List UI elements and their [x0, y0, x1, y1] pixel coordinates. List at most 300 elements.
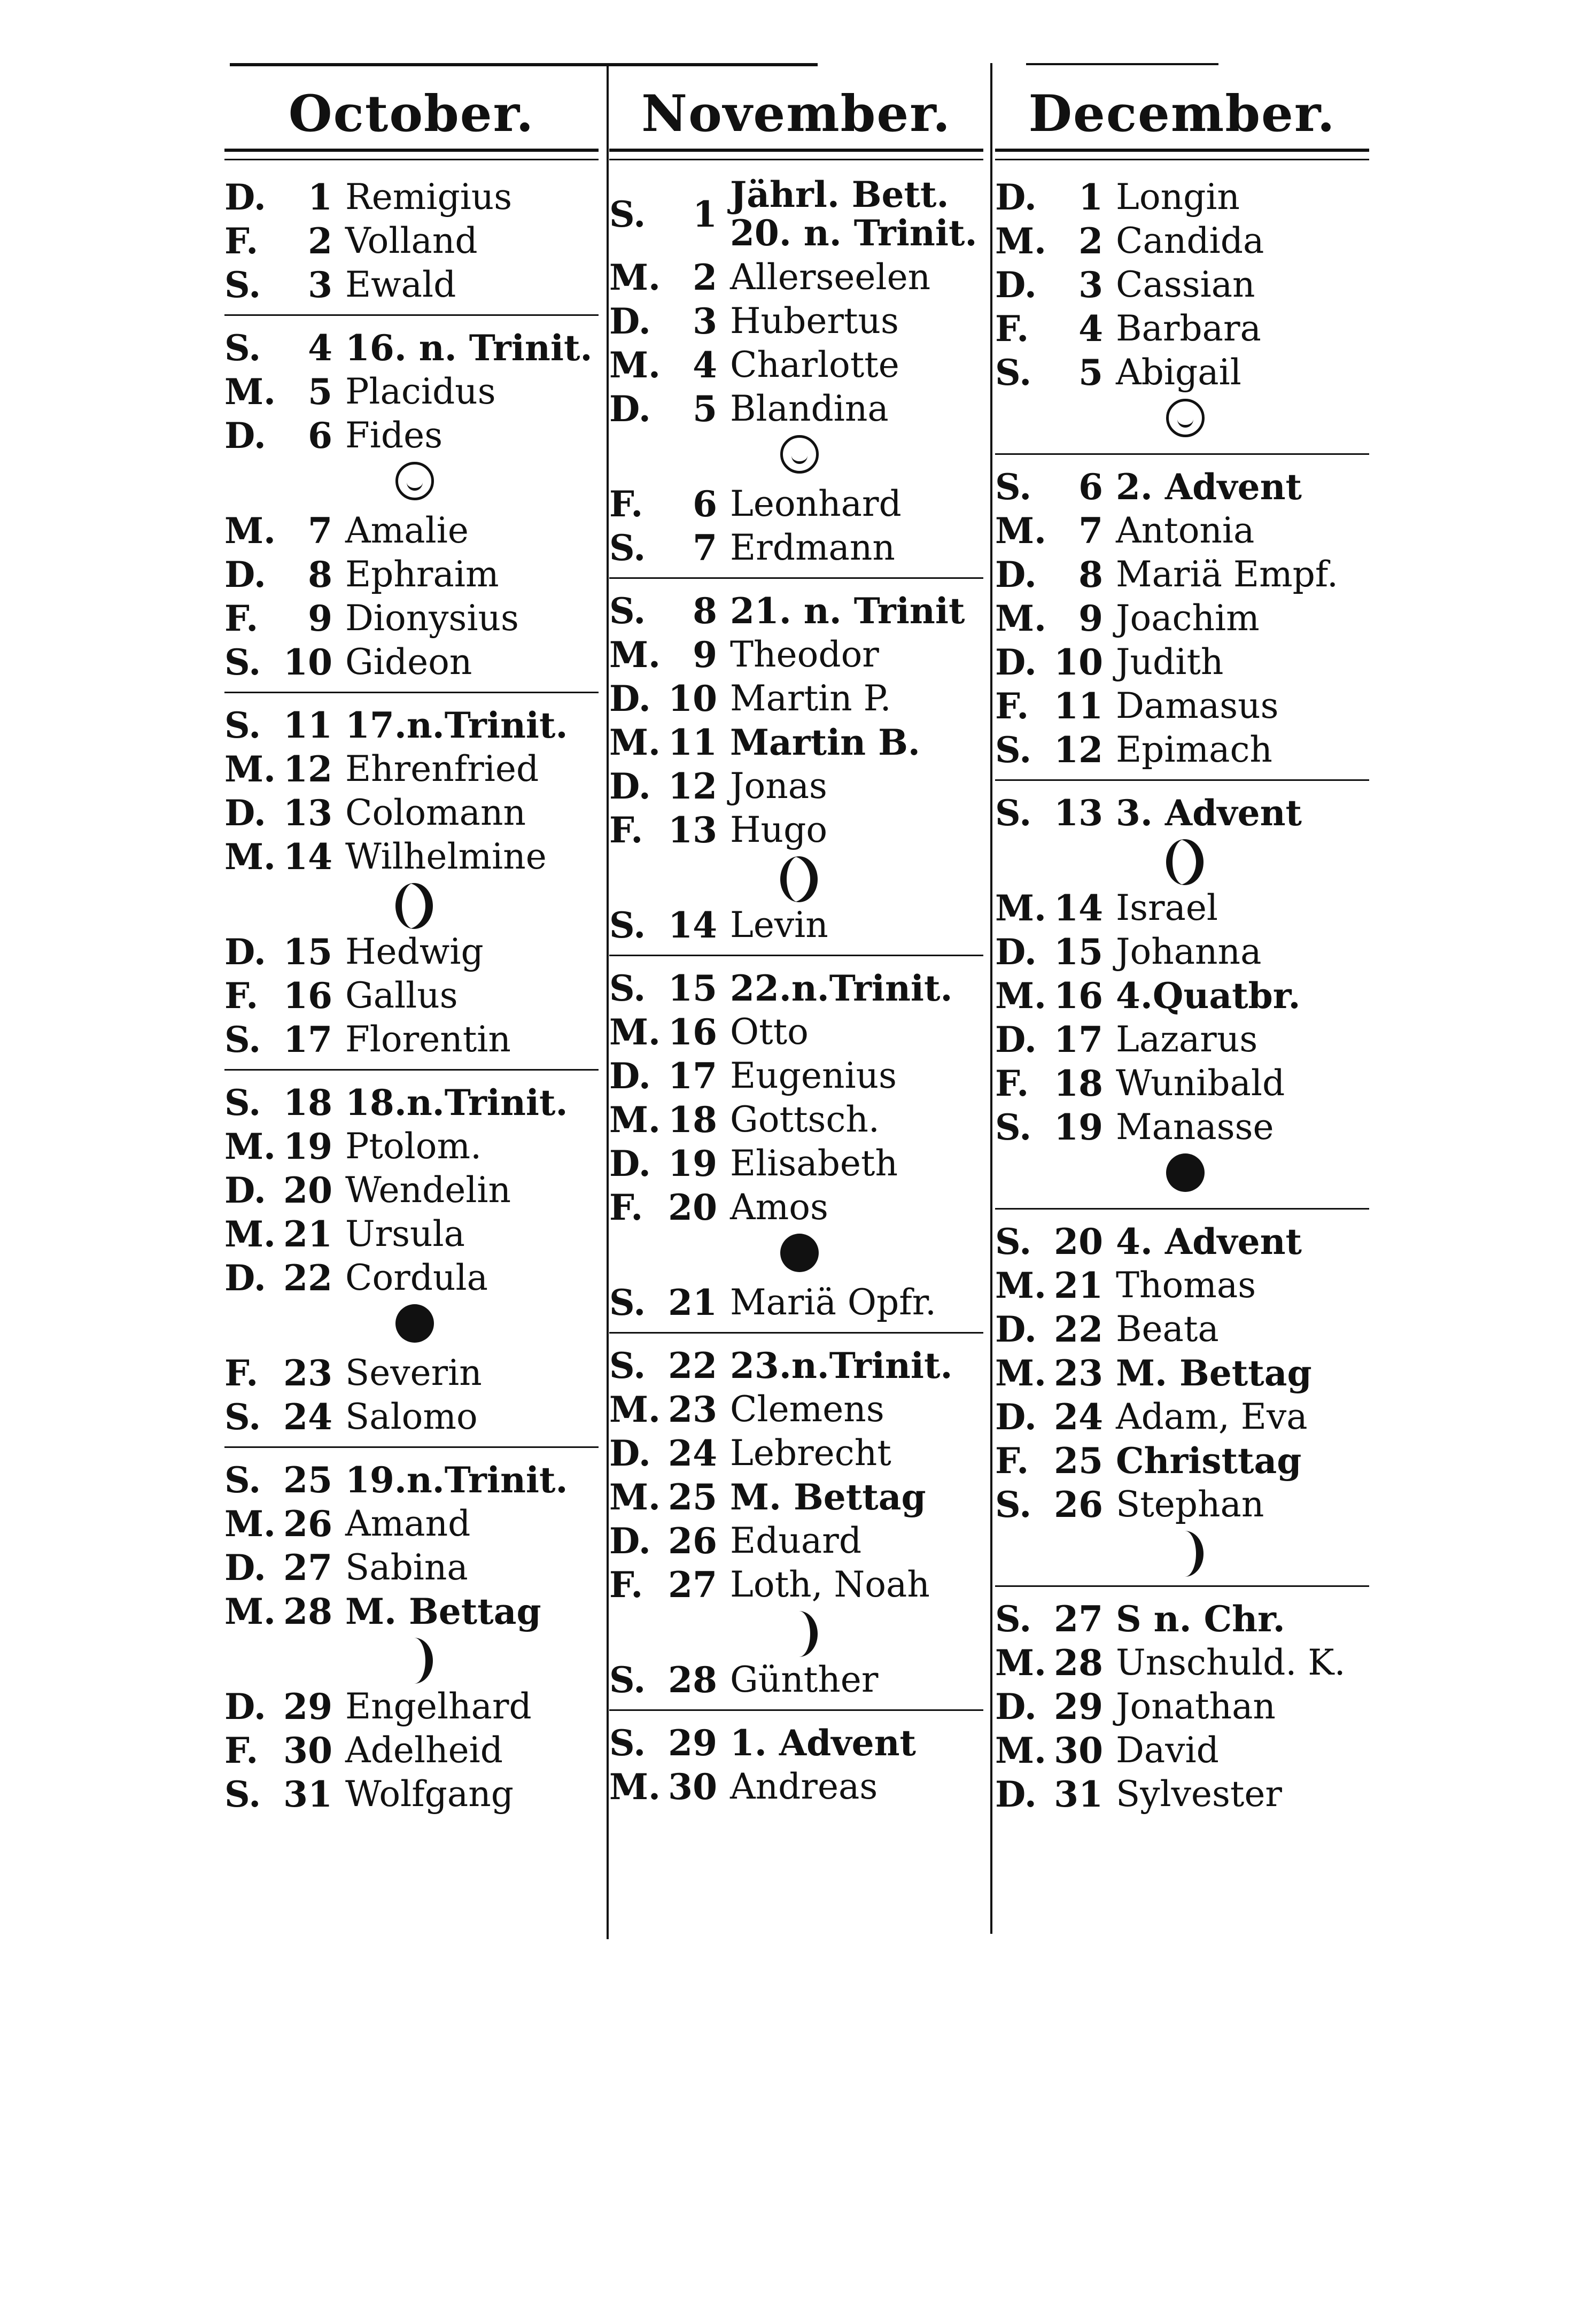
weekday-abbrev: M. [224, 510, 276, 552]
calendar-day-row [224, 414, 599, 458]
day-number: 2 [693, 257, 717, 298]
saint-name: 18.n.Trinit. [345, 1082, 568, 1124]
calendar-day-row [224, 1590, 599, 1633]
weekday-abbrev: M. [224, 836, 276, 878]
saint-name: Sylvester [1116, 1773, 1282, 1815]
calendar-day-row [609, 1098, 983, 1142]
calendar-day-row [224, 1256, 599, 1300]
day-number: 6 [1078, 466, 1103, 508]
saint-name: Wunibald [1116, 1063, 1285, 1104]
top-rule-right [1026, 63, 1218, 65]
weekday-abbrev: S. [609, 193, 646, 235]
saint-name: Gideon [345, 641, 472, 683]
weekday-abbrev: M. [224, 1503, 276, 1545]
saint-name: Abigail [1116, 352, 1241, 393]
weekday-abbrev: S. [224, 1082, 261, 1124]
weekday-abbrev: M. [995, 510, 1047, 552]
calendar-day-row [995, 263, 1369, 307]
weekday-abbrev: M. [995, 598, 1047, 639]
day-number: 8 [1078, 554, 1103, 595]
day-number: 14 [668, 904, 717, 946]
calendar-day-row [995, 597, 1369, 640]
day-number: 16 [283, 975, 332, 1017]
day-number: 20 [283, 1169, 332, 1211]
saint-name: Christtag [1116, 1440, 1302, 1482]
weekday-abbrev: S. [224, 704, 261, 746]
calendar-day-row [609, 903, 983, 947]
saint-name: Hugo [730, 809, 828, 850]
weekday-abbrev: D. [995, 1308, 1037, 1350]
calendar-day-row [609, 966, 983, 1010]
day-number: 20 [1054, 1221, 1103, 1262]
calendar-day-row [995, 1220, 1369, 1264]
full-moon-icon [1166, 399, 1205, 437]
calendar-day-row [224, 640, 599, 684]
calendar-day-row [224, 974, 599, 1018]
day-number: 26 [668, 1520, 717, 1562]
column-divider-1 [607, 63, 609, 1939]
saint-name: Judith [1116, 641, 1224, 683]
calendar-day-row [609, 1563, 983, 1607]
weekday-abbrev: S. [224, 264, 261, 306]
weekday-abbrev: D. [609, 1432, 651, 1474]
calendar-day-row [995, 1439, 1369, 1483]
weekday-abbrev: M. [224, 748, 276, 790]
day-number: 22 [1054, 1308, 1103, 1350]
saint-name: 4. Advent [1116, 1221, 1302, 1262]
weekday-abbrev: M. [224, 371, 276, 413]
day-number: 18 [1054, 1063, 1103, 1104]
day-number: 28 [1054, 1642, 1103, 1684]
calendar-day-row [609, 1765, 983, 1809]
feast-line-2: 20. n. Trinit. [730, 212, 977, 254]
weekday-abbrev: D. [224, 1686, 266, 1727]
calendar-day-row [995, 465, 1369, 509]
day-number: 11 [283, 704, 332, 746]
saint-name: M. Bettag [345, 1591, 541, 1632]
saint-name: Manasse [1116, 1106, 1274, 1148]
day-number: 9 [308, 598, 332, 639]
new-moon-icon [1166, 1153, 1205, 1192]
saint-name: Candida [1116, 220, 1264, 261]
calendar-day-row [609, 1519, 983, 1563]
day-number: 2 [308, 220, 332, 262]
day-number: 8 [308, 554, 332, 595]
calendar-day-row [609, 721, 983, 764]
day-number: 4 [693, 344, 717, 386]
weekday-abbrev: S. [995, 352, 1032, 393]
weekday-abbrev: D. [224, 1547, 266, 1589]
month-title-december: December. [1028, 84, 1336, 143]
calendar-day-row [609, 1142, 983, 1186]
weekday-abbrev: S. [995, 1484, 1032, 1525]
day-number: 13 [668, 809, 717, 851]
weekday-abbrev: S. [609, 1722, 646, 1764]
saint-name: Thomas [1116, 1265, 1256, 1306]
weekday-abbrev: S. [609, 967, 646, 1009]
calendar-day-row [995, 791, 1369, 835]
calendar-day-row [224, 1125, 599, 1168]
day-number: 30 [283, 1730, 332, 1771]
day-number: 10 [668, 678, 717, 719]
day-number: 30 [1054, 1730, 1103, 1771]
saint-name: Israel [1116, 887, 1218, 928]
day-number: 1 [308, 176, 332, 218]
saint-name: Florentin [345, 1019, 511, 1060]
saint-name: Allerseelen [730, 257, 931, 298]
saint-name: Clemens [730, 1389, 884, 1430]
weekday-abbrev: D. [995, 1019, 1037, 1060]
weekday-abbrev: F. [224, 975, 259, 1017]
weekday-abbrev: F. [609, 1187, 643, 1228]
section-rule [224, 1069, 599, 1071]
day-number: 18 [668, 1099, 717, 1141]
weekday-abbrev: S. [995, 792, 1032, 834]
weekday-abbrev: F. [995, 1440, 1029, 1482]
day-number: 24 [1054, 1396, 1103, 1438]
top-rule-left [230, 63, 818, 66]
section-rule [995, 779, 1369, 781]
weekday-abbrev: S. [224, 1019, 261, 1060]
calendar-day-row [995, 1641, 1369, 1685]
day-number: 14 [283, 836, 332, 878]
saint-name: Theodor [730, 634, 879, 675]
calendar-day-row [609, 764, 983, 808]
saint-name: 17.n.Trinit. [345, 704, 568, 746]
calendar-day-row [995, 1729, 1369, 1772]
saint-name: Martin B. [730, 722, 920, 763]
weekday-abbrev: F. [224, 598, 259, 639]
calendar-day-row [995, 1597, 1369, 1641]
weekday-abbrev: D. [224, 1257, 266, 1299]
saint-name: Damasus [1116, 685, 1279, 726]
day-number: 25 [283, 1459, 332, 1501]
weekday-abbrev: F. [224, 1352, 259, 1394]
calendar-day-row [995, 553, 1369, 597]
month-title-november: November. [641, 84, 951, 143]
section-rule [224, 1446, 599, 1448]
saint-name: Epimach [1116, 729, 1272, 770]
day-number: 8 [693, 590, 717, 632]
saint-name: Wilhelmine [345, 836, 547, 877]
day-number: 13 [1054, 792, 1103, 834]
saint-name: Mariä Empf. [1116, 554, 1338, 595]
weekday-abbrev: D. [995, 931, 1037, 973]
day-number: 28 [283, 1591, 332, 1632]
full-moon-icon [395, 462, 434, 500]
saint-name: S n. Chr. [1116, 1598, 1285, 1640]
weekday-abbrev: D. [609, 388, 651, 430]
weekday-abbrev: D. [609, 765, 651, 807]
calendar-day-row [995, 1307, 1369, 1351]
day-number: 29 [283, 1686, 332, 1727]
weekday-abbrev: M. [995, 1352, 1047, 1394]
header-rule-october [224, 149, 599, 160]
weekday-abbrev: D. [224, 931, 266, 973]
day-number: 24 [668, 1432, 717, 1474]
month-title-october: October. [288, 84, 535, 143]
weekday-abbrev: D. [224, 176, 266, 218]
calendar-day-row [224, 509, 599, 553]
day-number: 5 [693, 388, 717, 430]
saint-name: Severin [345, 1352, 482, 1393]
weekday-abbrev: D. [224, 415, 266, 456]
day-number: 4 [308, 327, 332, 369]
saint-name: Volland [345, 220, 478, 261]
calendar-day-row [995, 930, 1369, 974]
calendar-day-row [224, 703, 599, 747]
weekday-abbrev: S. [224, 1459, 261, 1501]
day-number: 18 [283, 1082, 332, 1124]
day-number: 6 [308, 415, 332, 456]
day-number: 21 [283, 1213, 332, 1255]
day-number: 10 [283, 641, 332, 683]
weekday-abbrev: D. [995, 1773, 1037, 1815]
saint-name: Beata [1116, 1308, 1219, 1350]
calendar-day-row [224, 1772, 599, 1816]
day-number: 19 [1054, 1106, 1103, 1148]
calendar-day-row [224, 930, 599, 974]
saint-name: Barbara [1116, 308, 1261, 349]
weekday-abbrev: S. [609, 527, 646, 569]
calendar-day-row [995, 1483, 1369, 1527]
weekday-abbrev: S. [995, 1221, 1032, 1262]
weekday-abbrev: F. [609, 809, 643, 851]
calendar-day-row [609, 1431, 983, 1475]
last-quarter-moon-icon [1166, 839, 1203, 885]
day-number: 2 [1078, 220, 1103, 262]
day-number: 7 [1078, 510, 1103, 552]
new-moon-icon [780, 1234, 819, 1272]
weekday-abbrev: D. [609, 1055, 651, 1097]
calendar-day-row [609, 255, 983, 299]
saint-name: Gottsch. [730, 1099, 880, 1140]
saint-name: Hubertus [730, 300, 899, 342]
day-number: 31 [1054, 1773, 1103, 1815]
calendar-day-row [224, 1546, 599, 1590]
saint-name: 3. Advent [1116, 792, 1302, 834]
calendar-day-row [224, 370, 599, 414]
calendar-day-row [224, 791, 599, 835]
saint-name: Ewald [345, 264, 456, 305]
header-rule-november [609, 149, 983, 160]
day-number: 21 [668, 1282, 717, 1323]
saint-name: Placidus [345, 371, 496, 412]
day-number: 26 [1054, 1484, 1103, 1525]
day-number: 9 [1078, 598, 1103, 639]
weekday-abbrev: D. [609, 678, 651, 719]
day-number: 11 [1054, 685, 1103, 727]
day-number: 29 [1054, 1686, 1103, 1727]
saint-name: Antonia [1116, 510, 1255, 551]
calendar-day-row [609, 1186, 983, 1229]
saint-name: Otto [730, 1011, 809, 1052]
feast-line-1: Jährl. Bett. [730, 174, 949, 215]
section-rule [224, 692, 599, 693]
saint-name: 2. Advent [1116, 466, 1302, 508]
calendar-day-row [224, 263, 599, 307]
day-number: 17 [1054, 1019, 1103, 1060]
calendar-day-row [995, 1062, 1369, 1105]
saint-name: Salomo [345, 1396, 478, 1437]
day-number: 14 [1054, 887, 1103, 929]
saint-name: Cassian [1116, 264, 1255, 305]
calendar-day-row [224, 835, 599, 879]
weekday-abbrev: M. [609, 257, 661, 298]
calendar-day-row [609, 589, 983, 633]
weekday-abbrev: M. [609, 634, 661, 676]
weekday-abbrev: F. [609, 483, 643, 525]
saint-name: Lazarus [1116, 1019, 1258, 1060]
saint-name: Unschuld. K. [1116, 1642, 1346, 1683]
saint-name: Adelheid [345, 1730, 503, 1771]
day-number: 10 [1054, 641, 1103, 683]
calendar-day-row [224, 597, 599, 640]
calendar-day-row [224, 1685, 599, 1729]
weekday-abbrev: M. [224, 1213, 276, 1255]
saint-name: Eugenius [730, 1055, 897, 1096]
column-divider-2 [990, 63, 992, 1934]
calendar-day-row [224, 1351, 599, 1395]
section-rule [995, 1585, 1369, 1587]
calendar-day-row [224, 1212, 599, 1256]
calendar-day-row [995, 1772, 1369, 1816]
calendar-day-row [224, 1458, 599, 1502]
first-quarter-moon-icon [1166, 1531, 1203, 1577]
saint-name: Johanna [1116, 931, 1262, 972]
calendar-day-row [609, 1721, 983, 1765]
day-number: 11 [668, 722, 717, 763]
weekday-abbrev: M. [995, 887, 1047, 929]
day-number: 12 [1054, 729, 1103, 771]
calendar-day-row [609, 1344, 983, 1388]
day-number: 4 [1078, 308, 1103, 350]
calendar-day-row [995, 640, 1369, 684]
calendar-day-row [609, 1658, 983, 1702]
day-number: 3 [308, 264, 332, 306]
weekday-abbrev: M. [995, 1265, 1047, 1306]
day-number: 1 [693, 193, 717, 235]
saint-name: Jonas [730, 765, 827, 807]
saint-name: Günther [730, 1659, 879, 1700]
weekday-abbrev: M. [995, 1642, 1047, 1684]
weekday-abbrev: D. [995, 641, 1037, 683]
calendar-day-row [224, 1168, 599, 1212]
weekday-abbrev: D. [609, 300, 651, 342]
saint-name: Elisabeth [730, 1143, 898, 1184]
saint-name: M. Bettag [730, 1476, 926, 1518]
saint-name: Hedwig [345, 931, 484, 972]
day-number: 15 [283, 931, 332, 973]
weekday-abbrev: M. [224, 1126, 276, 1167]
saint-name: Amalie [345, 510, 469, 551]
weekday-abbrev: D. [224, 792, 266, 834]
calendar-day-row [995, 684, 1369, 728]
saint-name: Charlotte [730, 344, 899, 385]
weekday-abbrev: D. [224, 1169, 266, 1211]
saint-name: 1. Advent [730, 1722, 917, 1764]
section-rule [224, 314, 599, 316]
saint-name: 22.n.Trinit. [730, 967, 953, 1009]
saint-name: Colomann [345, 792, 526, 833]
saint-name: Joachim [1116, 598, 1260, 639]
calendar-day-row [609, 343, 983, 387]
weekday-abbrev: F. [995, 308, 1029, 350]
weekday-abbrev: D. [995, 1396, 1037, 1438]
day-number: 3 [693, 300, 717, 342]
day-number: 25 [668, 1476, 717, 1518]
calendar-day-row [995, 219, 1369, 263]
saint-name: 23.n.Trinit. [730, 1345, 953, 1386]
saint-name: Dionysius [345, 598, 519, 639]
weekday-abbrev: S. [609, 1282, 646, 1323]
saint-name: Cordula [345, 1257, 488, 1298]
saint-name: Sabina [345, 1547, 468, 1588]
calendar-day-row [224, 747, 599, 791]
saint-name: 4.Quatbr. [1116, 975, 1301, 1017]
weekday-abbrev: M. [609, 1011, 661, 1053]
weekday-abbrev: S. [224, 1773, 261, 1815]
day-number: 19 [668, 1143, 717, 1184]
calendar-day-row [224, 175, 599, 219]
day-number: 20 [668, 1187, 717, 1228]
saint-name: Longin [1116, 176, 1240, 218]
day-number: 21 [1054, 1265, 1103, 1306]
saint-name: Leonhard [730, 483, 902, 524]
saint-name: 21. n. Trinit [730, 590, 965, 632]
weekday-abbrev: D. [224, 554, 266, 595]
weekday-abbrev: S. [609, 1659, 646, 1701]
day-number: 22 [283, 1257, 332, 1299]
saint-name: 19.n.Trinit. [345, 1459, 568, 1501]
weekday-abbrev: S. [224, 1396, 261, 1438]
saint-name: Engelhard [345, 1686, 532, 1727]
weekday-abbrev: S. [609, 904, 646, 946]
section-rule [609, 1332, 983, 1334]
saint-name: Remigius [345, 176, 513, 218]
day-number: 15 [668, 967, 717, 1009]
saint-name: 16. n. Trinit. [345, 327, 593, 369]
weekday-abbrev: D. [995, 1686, 1037, 1727]
calendar-day-row [224, 326, 599, 370]
day-number: 16 [1054, 975, 1103, 1017]
saint-name: Amand [345, 1503, 471, 1544]
day-number: 17 [283, 1019, 332, 1060]
weekday-abbrev: S. [995, 1598, 1032, 1640]
weekday-abbrev: S. [995, 729, 1032, 771]
weekday-abbrev: M. [609, 1099, 661, 1141]
day-number: 6 [693, 483, 717, 525]
saint-name: Eduard [730, 1520, 862, 1561]
day-number: 19 [283, 1126, 332, 1167]
saint-name: Levin [730, 904, 828, 946]
day-number: 1 [1078, 176, 1103, 218]
weekday-abbrev: F. [224, 1730, 259, 1771]
section-rule [609, 577, 983, 579]
day-number: 23 [1054, 1352, 1103, 1394]
saint-name: Erdmann [730, 527, 895, 568]
calendar-day-row [995, 728, 1369, 772]
calendar-day-row [995, 307, 1369, 351]
calendar-day-row [609, 1475, 983, 1519]
day-number: 29 [668, 1722, 717, 1764]
saint-name: Stephan [1116, 1484, 1264, 1525]
full-moon-icon [780, 435, 819, 474]
saint-name: Blandina [730, 388, 889, 429]
calendar-day-row [995, 1395, 1369, 1439]
weekday-abbrev: M. [609, 1389, 661, 1430]
saint-name: Martin P. [730, 678, 891, 719]
